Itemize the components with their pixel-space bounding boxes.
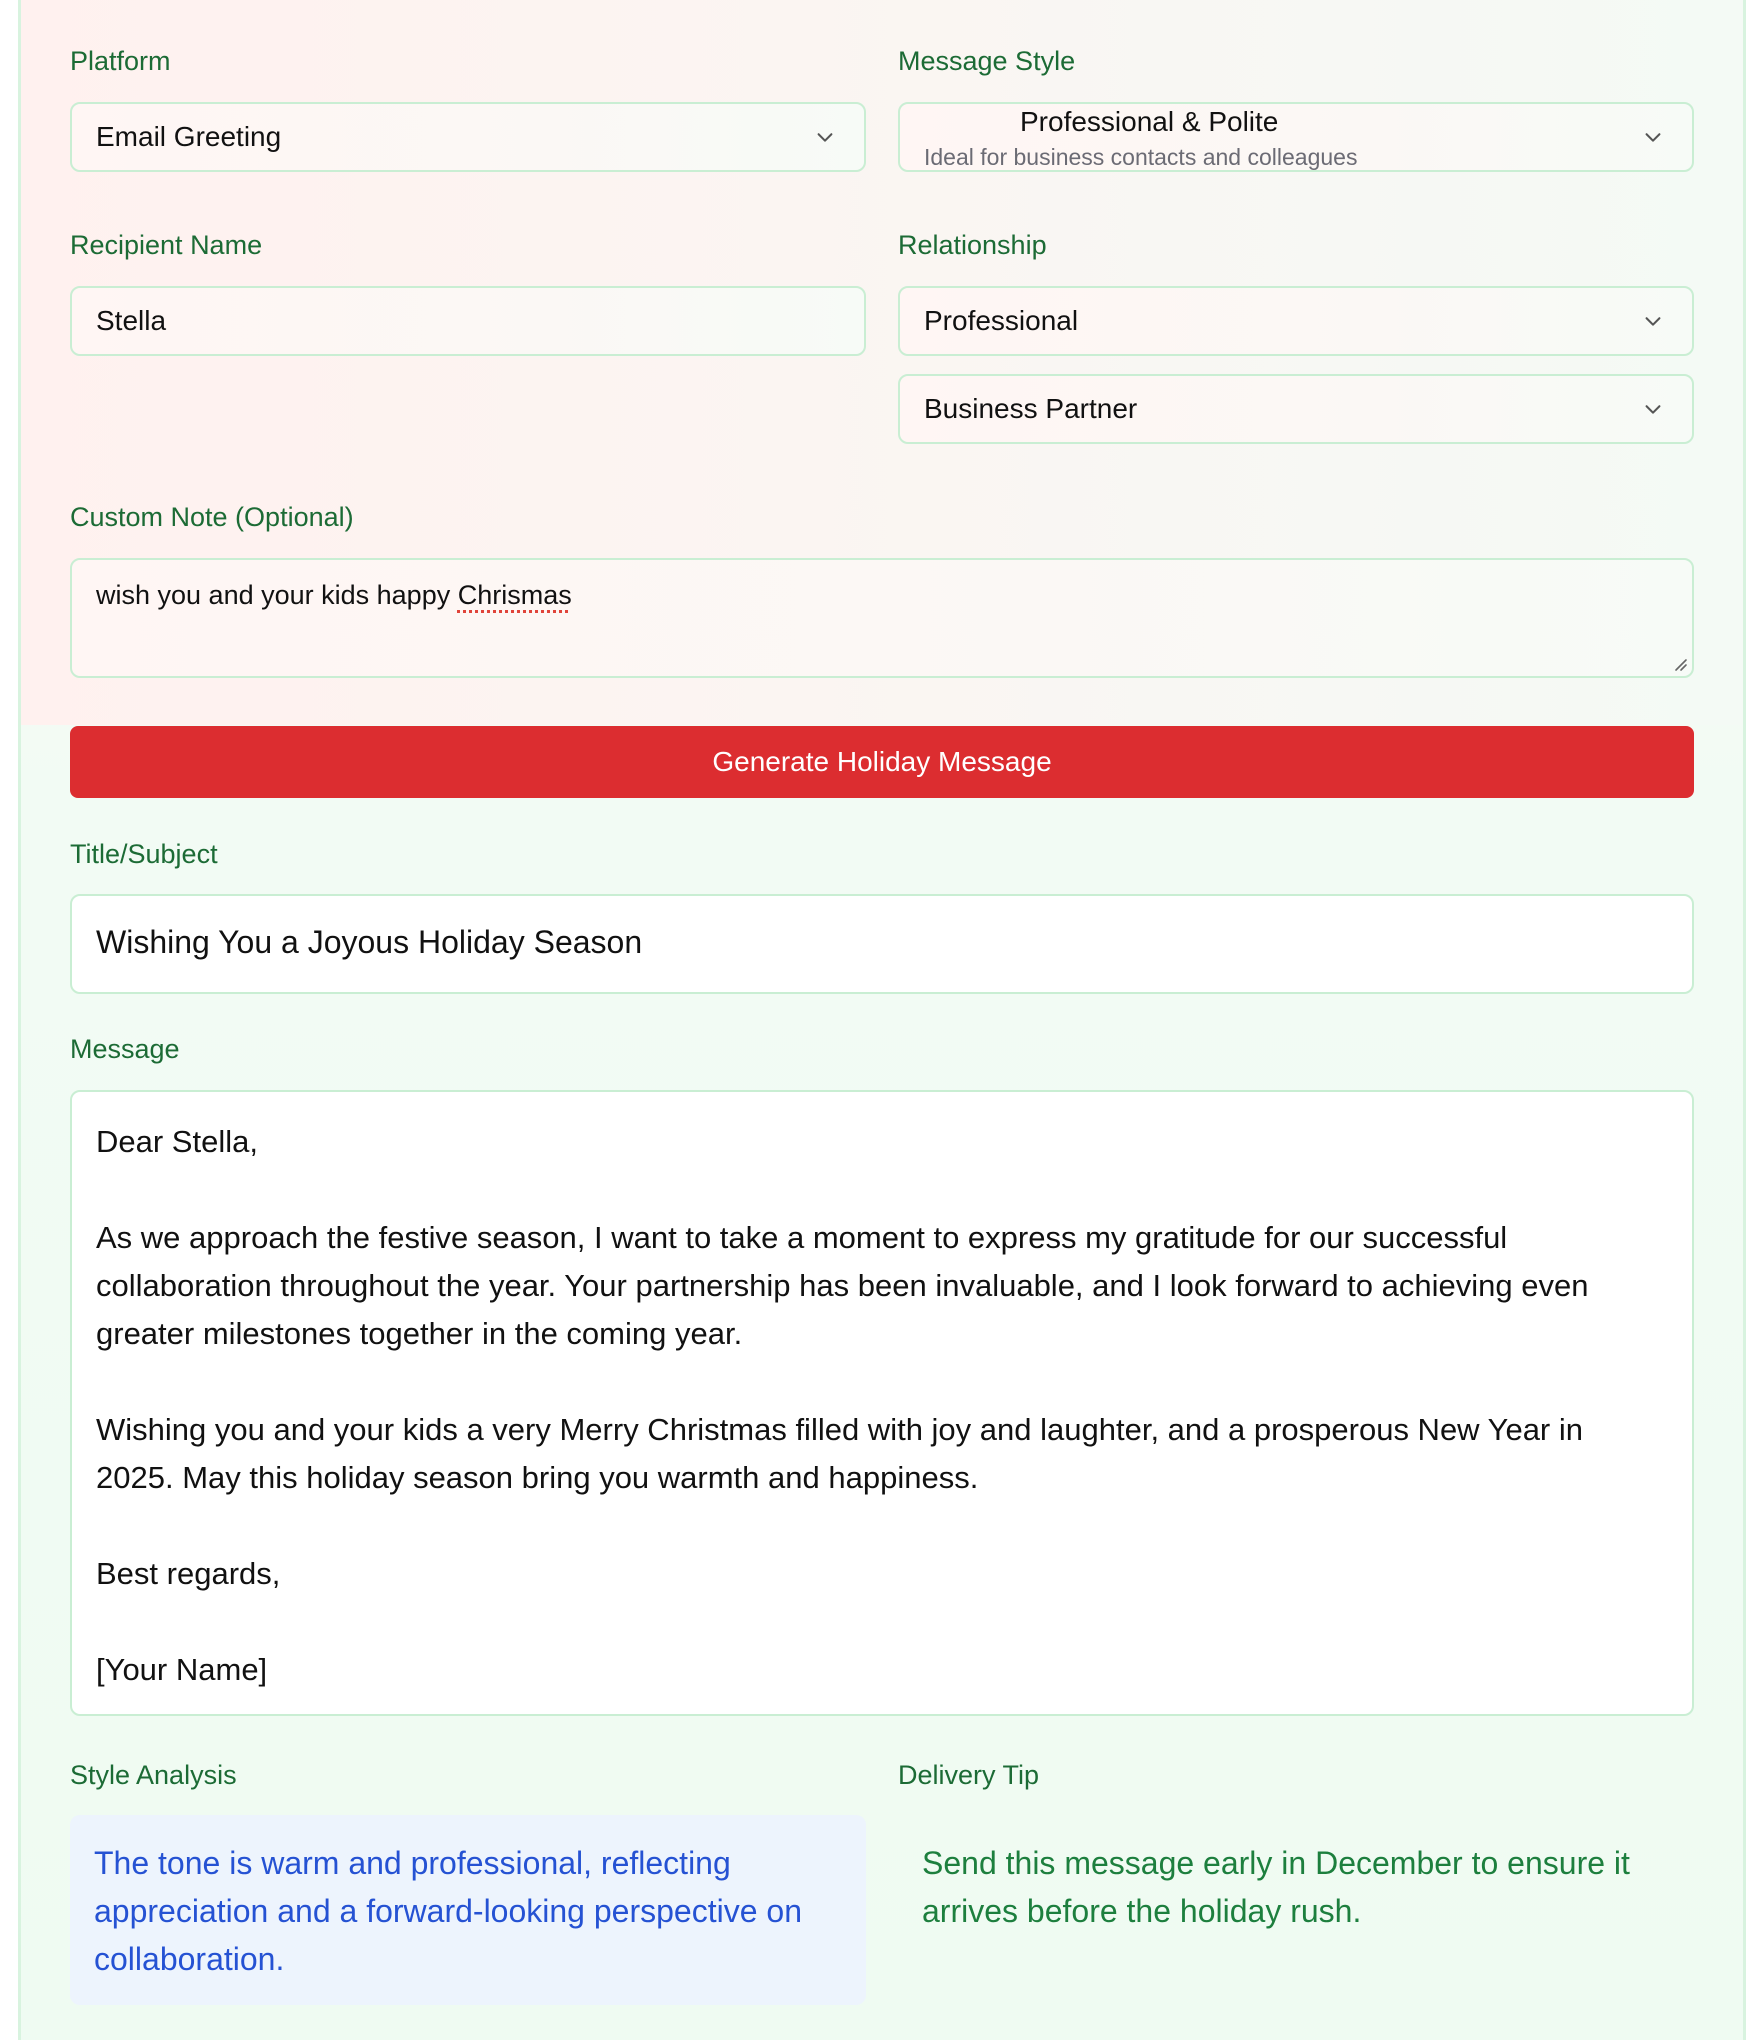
subject-label: Title/Subject	[70, 839, 218, 869]
chevron-down-icon	[814, 126, 836, 148]
generate-button[interactable]: Generate Holiday Message	[70, 726, 1694, 798]
message-paragraph: [Your Name]	[96, 1652, 268, 1687]
custom-note-label: Custom Note (Optional)	[70, 502, 354, 532]
message-output[interactable]	[70, 1090, 1694, 1716]
relationship-subtype-value: Business Partner	[924, 393, 1138, 424]
style-analysis-label: Style Analysis	[70, 1760, 237, 1790]
platform-label: Platform	[70, 46, 171, 76]
message-paragraph: Dear Stella,	[96, 1124, 258, 1159]
resize-handle-icon[interactable]	[1672, 656, 1688, 672]
recipient-input[interactable]	[70, 286, 866, 356]
message-paragraph: Wishing you and your kids a very Merry Christmas filled with joy and laughter, and a prosperous New Year in 2025. May this holiday season bring you warmth and happiness.	[96, 1412, 1584, 1495]
recipient-label: Recipient Name	[70, 230, 263, 260]
message-style-value: Professional & Polite	[1020, 106, 1279, 137]
message-style-label: Message Style	[898, 46, 1076, 76]
message-paragraph: Best regards,	[96, 1556, 281, 1591]
relationship-subtype-select[interactable]	[898, 374, 1694, 444]
relationship-label: Relationship	[898, 230, 1047, 260]
custom-note-text: wish you and your kids happy	[96, 580, 458, 610]
relationship-category-select[interactable]	[898, 286, 1694, 356]
delivery-tip-label: Delivery Tip	[898, 1760, 1040, 1790]
message-style-description: Ideal for business contacts and colleagues	[924, 144, 1358, 170]
chevron-down-icon	[1642, 126, 1664, 148]
recipient-value: Stella	[96, 305, 167, 336]
misspelled-word: Chrismas	[457, 580, 572, 610]
chevron-down-icon	[1642, 398, 1664, 420]
custom-note-textarea[interactable]	[70, 558, 1694, 678]
chevron-down-icon	[1642, 310, 1664, 332]
subject-text: Wishing You a Joyous Holiday Season	[96, 924, 643, 960]
message-paragraph: As we approach the festive season, I want to take a moment to express my gratitude for our successful collaboration throughout the year. Your partnership has been invaluable, and I look forward to achieving even greater milestones together in the coming year.	[96, 1220, 1589, 1351]
platform-value: Email Greeting	[96, 121, 282, 152]
platform-select[interactable]	[70, 102, 866, 172]
message-label: Message	[70, 1034, 180, 1064]
relationship-category-value: Professional	[924, 305, 1079, 336]
style-analysis-box: The tone is warm and professional, reflecting appreciation and a forward-looking perspective on collaboration.	[70, 1815, 866, 2005]
message-style-select[interactable]	[898, 102, 1694, 172]
delivery-tip-box: Send this message early in December to ensure it arrives before the holiday rush.	[922, 1845, 1630, 1929]
subject-output[interactable]	[70, 894, 1694, 994]
message-body	[96, 1118, 1662, 1694]
